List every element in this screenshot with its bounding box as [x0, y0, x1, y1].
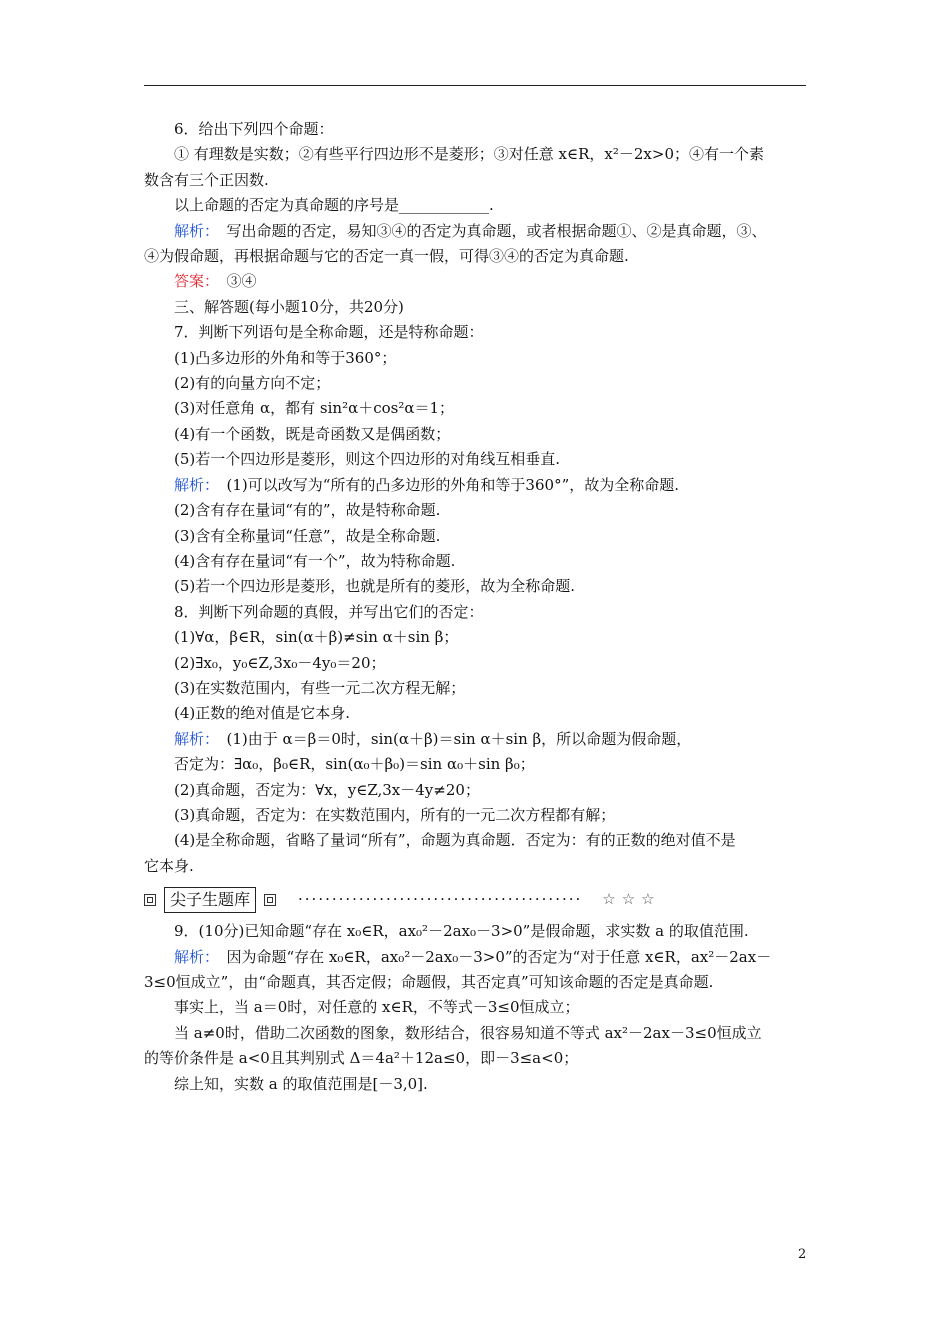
difficulty-stars-icon: ☆☆☆ — [602, 890, 661, 909]
q9-line: 当 a≠0时，借助二次函数的图象，数形结合，很容易知道不等式 ax²－2ax－3≤0恒成立 — [174, 1023, 762, 1042]
solution-label: 解析： — [174, 221, 212, 240]
q9-solution — [144, 945, 806, 970]
q6-answer — [144, 269, 806, 294]
q8-solution — [144, 727, 806, 752]
answer-label: 答案： — [174, 272, 212, 291]
q8-solution-line: (4)是全称命题，省略了量词“所有”，命题为真命题．否定为：有的正数的绝对值不是 — [174, 831, 736, 850]
q7-title: 7．判断下列语句是全称命题，还是特称命题： — [174, 323, 484, 342]
q6-solution — [144, 219, 806, 244]
solution-label: 解析： — [174, 475, 212, 494]
q6-solution-text: 写出命题的否定，易知③④的否定为真命题，或者根据命题①、②是真命题，③、 — [211, 221, 767, 240]
q7-solution-line: (3)含有全称量词“任意”，故是全称命题. — [174, 526, 441, 545]
q6-blank: 以上命题的否定为真命题的序号是____________. — [174, 196, 494, 215]
solution-label: 解析： — [174, 947, 212, 966]
q8-title: 8．判断下列命题的真假，并写出它们的否定： — [174, 602, 484, 621]
q8-item: (2)∃x₀，y₀∈Z,3x₀－4y₀＝20； — [174, 653, 386, 672]
page-number: 2 — [798, 1247, 807, 1262]
document-body — [144, 117, 806, 1097]
q8-item: (3)在实数范围内，有些一元二次方程无解； — [174, 678, 466, 697]
q9-title: 9．(10分)已知命题“存在 x₀∈R，ax₀²－2ax₀－3>0”是假命题，求实数 a 的取值范围. — [174, 922, 749, 941]
section-header — [144, 887, 806, 913]
q6-solution-cont: ④为假命题，再根据命题与它的否定一真一假，可得③④的否定为真命题. — [144, 247, 629, 266]
q9-line: 事实上，当 a＝0时，对任意的 x∈R，不等式－3≤0恒成立； — [174, 998, 580, 1017]
q7-solution — [144, 473, 806, 498]
solution-label: 解析： — [174, 729, 212, 748]
q8-solution-last: 它本身. — [144, 856, 194, 875]
q7-solution-text: (1)可以改写为“所有的凸多边形的外角和等于360°”，故为全称命题. — [211, 475, 680, 494]
q6-line2: 数含有三个正因数. — [144, 170, 269, 189]
q9-solution-text: 因为命题“存在 x₀∈R，ax₀²－2ax₀－3>0”的否定为“对于任意 x∈R，ax²－2ax－ — [211, 947, 772, 966]
q9-solution-cont: 3≤0恒成立”，由“命题真，其否定假；命题假，其否定真”可知该命题的否定是真命题. — [144, 973, 714, 991]
q7-solution-line: (4)含有存在量词“有一个”，故为特称命题. — [174, 551, 456, 570]
q7-solution-line: (2)含有存在量词“有的”，故是特称命题. — [174, 501, 441, 520]
box-marker-icon — [144, 894, 156, 906]
q7-item: (2)有的向量方向不定； — [174, 374, 331, 393]
q7-item: (1)凸多边形的外角和等于360°； — [174, 348, 397, 367]
q9-conclusion: 综上知，实数 a 的取值范围是[－3,0]. — [174, 1074, 428, 1093]
q7-item: (5)若一个四边形是菱形，则这个四边形的对角线互相垂直. — [174, 450, 561, 469]
q7-item: (4)有一个函数，既是奇函数又是偶函数； — [174, 424, 451, 443]
q8-item: (4)正数的绝对值是它本身. — [174, 704, 351, 723]
box-marker-icon — [264, 894, 276, 906]
q9-line-cont: 的等价条件是 a<0且其判别式 Δ＝4a²＋12a≤0，即－3≤a<0； — [144, 1049, 579, 1068]
header-rule — [144, 85, 806, 86]
q6-answer-text: ③④ — [211, 272, 257, 291]
dotted-leader: ·········································· — [298, 890, 583, 909]
section-3-title: 三、解答题(每小题10分，共20分) — [174, 297, 404, 316]
q8-solution-cont: 否定为：∃α₀，β₀∈R，sin(α₀＋β₀)＝sin α₀＋sin β₀； — [174, 755, 535, 774]
section-header-label: 尖子生题库 — [164, 887, 256, 913]
q8-item: (1)∀α，β∈R，sin(α＋β)≠sin α＋sin β； — [174, 628, 459, 647]
q7-item: (3)对任意角 α，都有 sin²α＋cos²α＝1； — [174, 399, 455, 418]
q8-solution-text: (1)由于 α＝β＝0时，sin(α＋β)＝sin α＋sin β，所以命题为假命题， — [211, 729, 692, 748]
q8-solution-line: (2)真命题，否定为：∀x，y∈Z,3x－4y≠20； — [174, 780, 480, 799]
q8-solution-line: (3)真命题，否定为：在实数范围内，所有的一元二次方程都有解； — [174, 805, 616, 824]
q6-line1: ① 有理数是实数；②有些平行四边形不是菱形；③对任意 x∈R，x²－2x>0；④有一个素 — [174, 145, 764, 164]
q7-solution-line: (5)若一个四边形是菱形，也就是所有的菱形，故为全称命题. — [174, 577, 576, 596]
q6-title: 6．给出下列四个命题： — [174, 120, 334, 138]
